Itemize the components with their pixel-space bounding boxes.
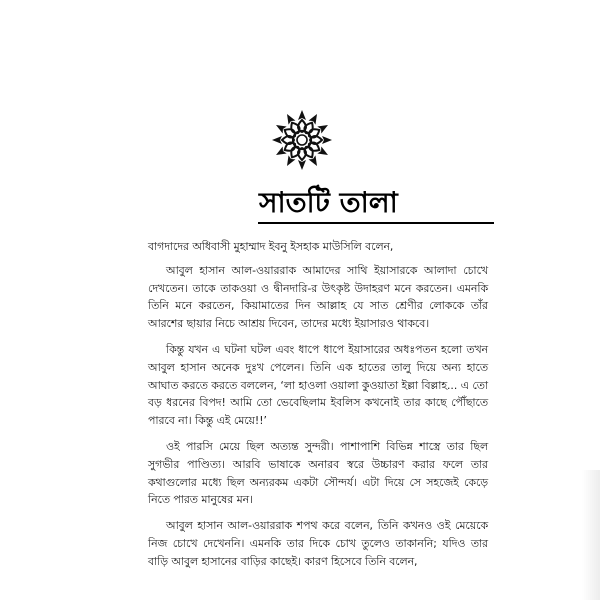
paragraph-intro: বাগদাদের অধিবাসী মুহাম্মাদ ইবনু ইসহাক মাউসিলি বলেন, — [148, 240, 394, 253]
paragraph: কিন্তু যখন এ ঘটনা ঘটল এবং ধাপে ধাপে ইয়াসারের অধঃপতন হলো তখন আবুল হাসান অনেক দুঃখ পেলেন। তিনি এক হাতের তালু দিয়ে অন্য হাতে আঘাত করতে করতে বললেন, ‘লা হাওলা ওয়ালা কুওয়াতা ইল্লা বিল্লাহ... এ তো বড় ধরনের বিপদ! আমি তো ভেবেছিলাম ইবলিস কখনোই তার কাছে পৌঁছাতে পারবে না। কিন্তু এই মেয়ে!!’ — [148, 342, 488, 428]
paragraph: আবুল হাসান আল-ওয়াররাক শপথ করে বলেন, তিনি কখনও ওই মেয়েকে নিজ চোখে দেখেননি। এমনকি তার দিকে চোখ তুলেও তাকাননি; যদিও তার বাড়ি আবুল হাসানের বাড়ির কাছেই। কারণ হিসেবে তিনি বলেন, — [148, 519, 488, 568]
page-edge-shadow — [582, 470, 600, 600]
paragraph: আবুল হাসান আল-ওয়াররাক আমাদের সাথি ইয়াসারকে আলাদা চোখে দেখতেন। তাকে তাকওয়া ও দ্বীনদারি-র উৎকৃষ্ট উদাহরণ মনে করতেন। এমনকি তিনি মনে করতেন, কিয়ামাতের দিন আল্লাহ যে সাত শ্রেণীর লোককে তাঁর আরশের ছায়ার নিচে আশ্রয় দিবেন, তাদের মধ্যে ইয়াসারও থাকবে। — [148, 263, 488, 331]
chapter-title: সাতটি তালা — [259, 186, 398, 219]
paragraph: ওই পারসি মেয়ে ছিল অত্যন্ত সুন্দরী। পাশাপাশি বিভিন্ন শাস্ত্রে তার ছিল সুগভীর পাণ্ডিত্য। আরবি ভাষাকে অনারব স্বরে উচ্চারণ করার ফলে তার কথাগুলোর মধ্যে ছিল অন্যরকম একটা সৌন্দর্য। এটা দিয়ে সে সহজেই কেড়ে নিতে পারত মানুষের মন। — [148, 439, 488, 507]
title-underline-divider — [258, 222, 494, 224]
mandala-ornament-icon — [270, 108, 334, 172]
chapter-body — [148, 238, 488, 579]
